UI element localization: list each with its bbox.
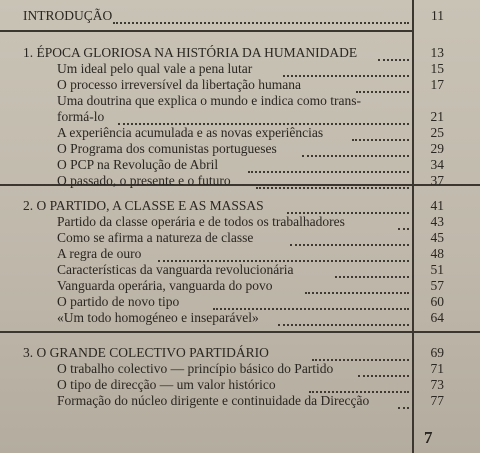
- chapter-page: 69: [430, 345, 444, 360]
- toc-entry[interactable]: [0, 141, 480, 157]
- toc-entry-title: INTRODUÇÃO: [23, 8, 113, 23]
- dot-leader: [378, 49, 409, 61]
- dot-leader: [113, 12, 409, 24]
- toc-entry-title: Vanguarda operária, vanguarda do povo: [57, 278, 273, 293]
- toc-entry[interactable]: [0, 377, 480, 393]
- toc-entry-page: 25: [430, 125, 444, 140]
- toc-entry-page: 73: [430, 377, 444, 392]
- toc-entry[interactable]: [0, 361, 480, 377]
- toc-entry-title: Uma doutrina que explica o mundo e indica como trans-: [57, 93, 362, 108]
- toc-chapter-3[interactable]: [0, 345, 480, 361]
- toc-entry[interactable]: [0, 393, 480, 409]
- dot-leader: [312, 349, 409, 361]
- toc-entry[interactable]: [0, 125, 480, 141]
- toc-entry[interactable]: [0, 246, 480, 262]
- dot-leader: [398, 397, 409, 409]
- toc-entry-title: O tipo de direcção — um valor histórico: [57, 377, 276, 392]
- toc-entry-page: 21: [430, 109, 444, 124]
- toc-entry-page: 17: [430, 77, 444, 92]
- dot-leader: [248, 161, 409, 173]
- toc-entry-page: 43: [430, 214, 444, 229]
- toc-entry-title: O Programa dos comunistas portugueses: [57, 141, 277, 156]
- dot-leader: [302, 145, 409, 157]
- toc-entry-page: 11: [431, 8, 444, 23]
- toc-entry-intro[interactable]: [0, 8, 480, 24]
- toc-entry-page: 51: [430, 262, 444, 277]
- toc-entry-title: «Um todo homogéneo e inseparável»: [57, 310, 259, 325]
- toc-entry-title: O partido de novo tipo: [57, 294, 180, 309]
- toc-entry-title: Partido da classe operária e de todos os trabalhadores: [57, 214, 345, 229]
- toc-entry-title: O PCP na Revolução de Abril: [57, 157, 219, 172]
- toc-chapter-1[interactable]: [0, 45, 480, 61]
- intro-divider: [0, 30, 414, 32]
- toc-entry-page: 29: [430, 141, 444, 156]
- toc-entry-page: 37: [430, 173, 444, 188]
- chapter-2-divider: [0, 331, 480, 333]
- dot-leader: [256, 177, 409, 189]
- dot-leader: [287, 202, 409, 214]
- toc-entry-title: A experiência acumulada e as novas experiências: [57, 125, 324, 140]
- toc-entry[interactable]: [0, 294, 480, 310]
- toc-entry-page: 15: [430, 61, 444, 76]
- toc-entry[interactable]: [0, 214, 480, 230]
- dot-leader: [278, 314, 409, 326]
- toc-entry-page: 64: [430, 310, 444, 325]
- dot-leader: [305, 282, 409, 294]
- dot-leader: [335, 266, 409, 278]
- toc-entry[interactable]: [0, 157, 480, 173]
- toc-entry[interactable]: [0, 77, 480, 93]
- dot-leader: [358, 365, 409, 377]
- toc-entry-title: O processo irreversível da libertação humana: [57, 77, 302, 92]
- toc-entry-line-2[interactable]: [0, 109, 480, 125]
- toc-entry-title: A regra de ouro: [57, 246, 142, 261]
- dot-leader: [356, 81, 409, 93]
- chapter-page: 13: [430, 45, 444, 60]
- toc-entry-line-1[interactable]: [0, 93, 480, 109]
- page-number: 7: [424, 428, 433, 447]
- toc-entry[interactable]: [0, 173, 480, 189]
- chapter-title: 2. O PARTIDO, A CLASSE E AS MASSAS: [23, 198, 264, 213]
- toc-entry-title: Um ideal pelo qual vale a pena lutar: [57, 61, 253, 76]
- dot-leader: [398, 218, 409, 230]
- toc-entry-page: 34: [430, 157, 444, 172]
- toc-entry-page: 60: [430, 294, 444, 309]
- toc-entry-page: 48: [430, 246, 444, 261]
- toc-entry-page: 57: [430, 278, 444, 293]
- toc-entry-title-cont: formá-lo: [57, 109, 105, 124]
- chapter-page: 41: [430, 198, 444, 213]
- toc-entry-title: Formação do núcleo dirigente e continuidade da Direcção: [57, 393, 370, 408]
- toc-entry[interactable]: [0, 278, 480, 294]
- toc-entry-title: O trabalho colectivo — princípio básico do Partido: [57, 361, 334, 376]
- toc-entry-title: Como se afirma a natureza de classe: [57, 230, 254, 245]
- toc-entry-page: 71: [430, 361, 444, 376]
- toc-entry[interactable]: [0, 61, 480, 77]
- dot-leader: [352, 129, 409, 141]
- toc-entry[interactable]: [0, 230, 480, 246]
- dot-leader: [309, 381, 409, 393]
- toc-entry-title: O passado, o presente e o futuro: [57, 173, 231, 188]
- dot-leader: [290, 234, 409, 246]
- dot-leader: [118, 113, 409, 125]
- toc-entry-page: 45: [430, 230, 444, 245]
- dot-leader: [213, 298, 409, 310]
- toc-entry[interactable]: [0, 310, 480, 326]
- toc-entry[interactable]: [0, 262, 480, 278]
- dot-leader: [283, 65, 409, 77]
- chapter-title: 1. ÉPOCA GLORIOSA NA HISTÓRIA DA HUMANIDADE: [23, 45, 358, 60]
- toc-entry-title: Características da vanguarda revolucionária: [57, 262, 294, 277]
- toc-entry-page: 77: [430, 393, 444, 408]
- toc-chapter-2[interactable]: [0, 198, 480, 214]
- dot-leader: [158, 250, 409, 262]
- chapter-title: 3. O GRANDE COLECTIVO PARTIDÁRIO: [23, 345, 269, 360]
